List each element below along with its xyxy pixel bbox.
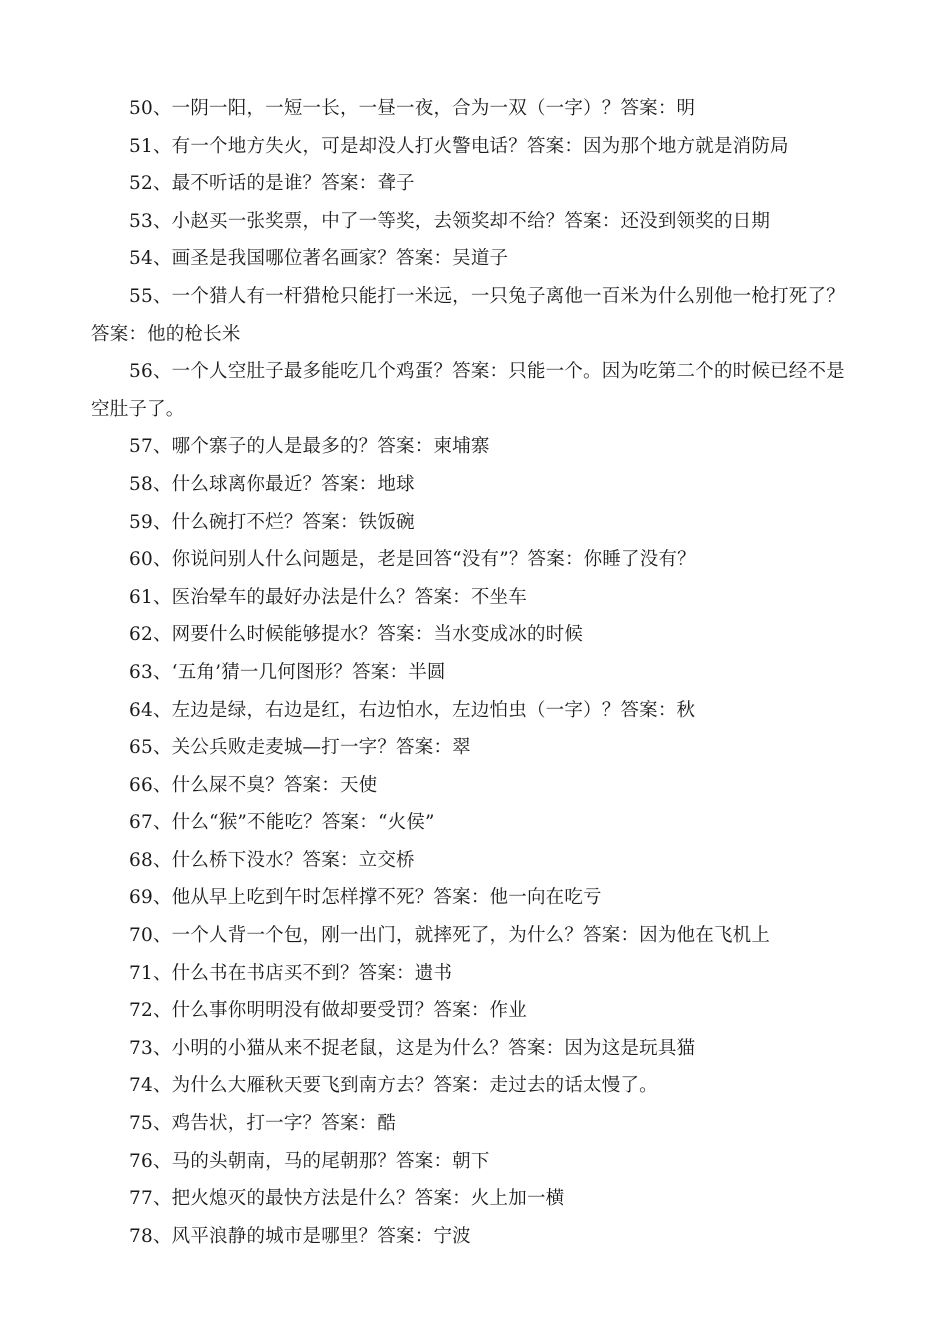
- list-item: 59、什么碗打不烂？答案：铁饭碗: [129, 511, 415, 533]
- list-item: 54、画圣是我国哪位著名画家？答案：吴道子: [129, 248, 509, 270]
- list-item: 50、一阴一阳，一短一长，一昼一夜，合为一双（一字）？答案：明: [129, 98, 696, 119]
- list-item: 63、‘五角’猜一几何图形？答案：半圆: [129, 661, 446, 683]
- list-item: 61、医治晕车的最好办法是什么？答案：不坐车: [129, 586, 527, 608]
- list-item: 76、马的头朝南，马的尾朝那？答案：朝下: [129, 1150, 490, 1172]
- list-item: 52、最不听话的是谁？答案：聋子: [129, 173, 415, 195]
- list-item: 73、小明的小猫从来不捉老鼠，这是为什么？答案：因为这是玩具猫: [129, 1037, 696, 1059]
- list-item: 71、什么书在书店买不到？答案：遗书: [129, 962, 453, 984]
- list-item: 53、小赵买一张奖票，中了一等奖，去领奖却不给？答案：还没到领奖的日期: [129, 210, 771, 232]
- list-item: 55、一个猎人有一杆猎枪只能打一米远，一只兔子离他一百米为什么别他一枪打死了？答案：他的枪长米: [91, 285, 845, 345]
- list-item: 70、一个人背一个包，刚一出门，就摔死了，为什么？答案：因为他在飞机上: [129, 925, 771, 947]
- list-item: 74、为什么大雁秋天要飞到南方去？答案：走过去的话太慢了。: [129, 1075, 658, 1097]
- list-item: 51、有一个地方失火，可是却没人打火警电话？答案：因为那个地方就是消防局: [129, 135, 789, 157]
- list-item: 65、关公兵败走麦城—打一字？答案：翠: [129, 737, 471, 759]
- list-item: 62、网要什么时候能够提水？答案：当水变成冰的时候: [129, 624, 584, 646]
- list-item: 57、哪个寨子的人是最多的？答案：柬埔寨: [129, 436, 490, 458]
- list-item: 72、什么事你明明没有做却要受罚？答案：作业: [129, 1000, 527, 1022]
- list-item: 66、什么屎不臭？答案：天使: [129, 774, 378, 796]
- riddle-list: [91, 90, 861, 1255]
- list-item: 60、你说问别人什么问题是，老是回答“没有”？答案：你睡了没有？: [129, 549, 696, 571]
- list-item: 78、风平浪静的城市是哪里？答案：宁波: [129, 1225, 471, 1247]
- list-item: 75、鸡告状，打一字？答案：酷: [129, 1113, 397, 1135]
- list-item: 69、他从早上吃到午时怎样撑不死？答案：他一向在吃亏: [129, 887, 602, 909]
- list-item: 68、什么桥下没水？答案：立交桥: [129, 849, 415, 871]
- list-item: 58、什么球离你最近？答案：地球: [129, 473, 415, 495]
- list-item: 77、把火熄灭的最快方法是什么？答案：火上加一横: [129, 1188, 565, 1210]
- list-item: 67、什么“猴”不能吃？答案：“火侯”: [129, 812, 435, 834]
- list-item: 56、一个人空肚子最多能吃几个鸡蛋？答案：只能一个。因为吃第二个的时候已经不是空肚子了。: [91, 361, 845, 420]
- list-item: 64、左边是绿，右边是红，右边怕水，左边怕虫（一字）？答案：秋: [129, 699, 696, 721]
